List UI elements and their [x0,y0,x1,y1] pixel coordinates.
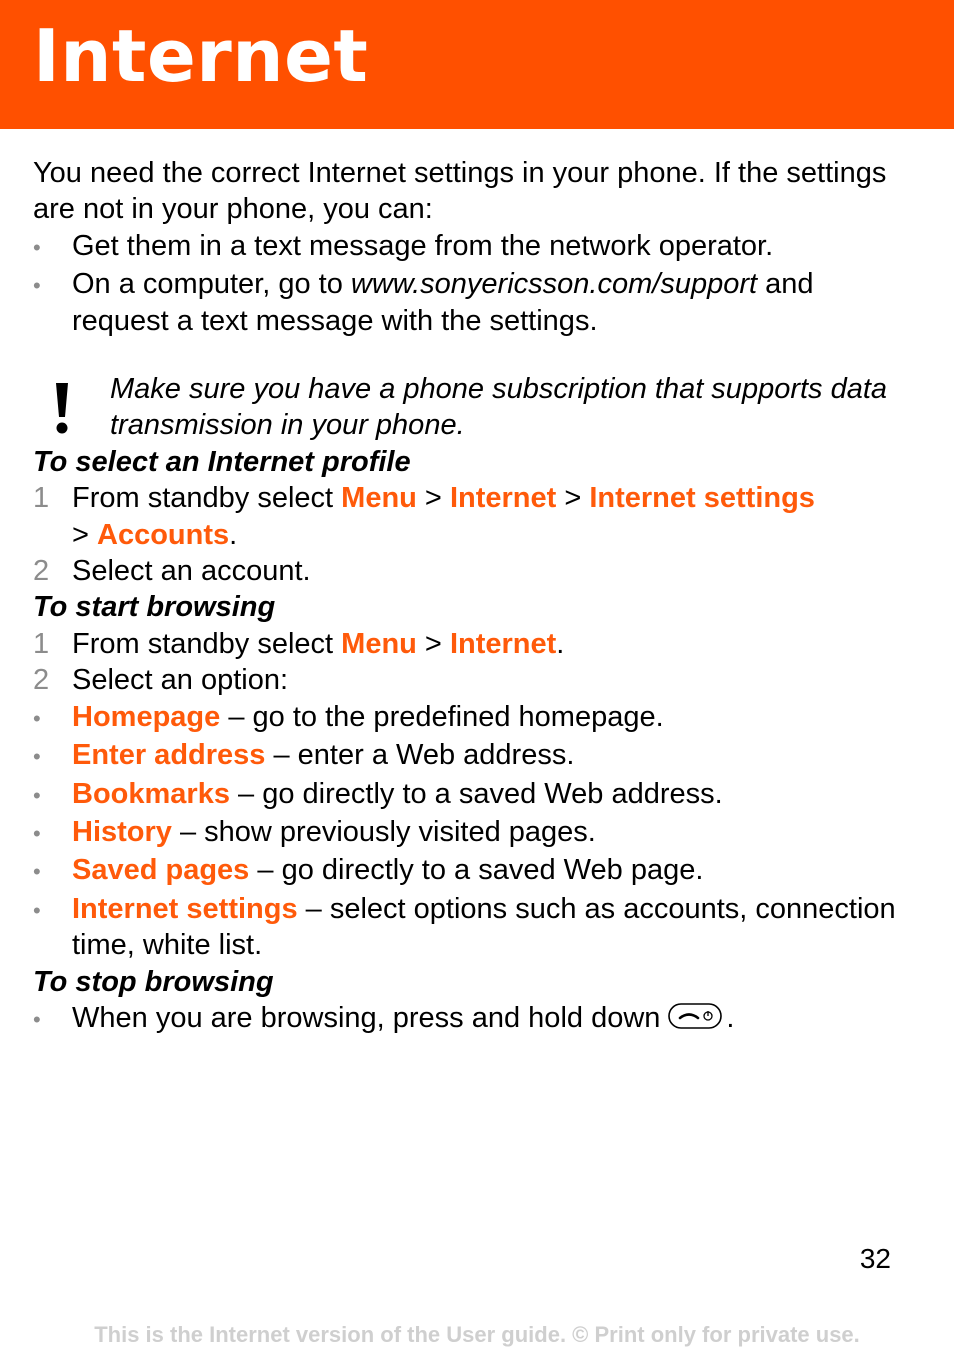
page-header [0,0,954,129]
option-label: Internet settings [72,892,298,925]
bullet-icon: • [33,859,41,885]
bullet-icon: • [33,273,41,299]
page-number: 32 [859,1243,891,1274]
option-label: History [72,815,172,848]
intro-bullet: • On a computer, go to www.sonyericsson.com/support and request a text message with the settings. [33,268,814,337]
step-item: 2 Select an option: [33,662,913,698]
intro-bullet-text: Get them in a text message from the network operator. [72,229,774,262]
bullet-icon: • [33,744,41,770]
step-item: 1 From standby select Menu > Internet. [33,626,913,662]
option-item [33,776,913,814]
bullet-icon: • [33,705,41,731]
note-box [33,371,913,444]
option-label: Homepage [72,700,221,733]
menu-path-internet-settings: Internet settings [589,482,815,515]
menu-path-menu: Menu [341,482,417,515]
step-number: 1 [33,482,50,515]
menu-path-menu: Menu [341,627,417,660]
step-number: 2 [33,555,50,588]
step-number: 1 [33,627,50,660]
option-item [33,699,913,737]
exclamation-icon [47,381,77,435]
option-desc: – go to the predefined homepage. [220,700,664,733]
note-text: Make sure you have a phone subscription that supports data transmission in your phone. [110,373,888,442]
page-title: Internet [33,14,369,98]
section-heading: To stop browsing [33,965,274,998]
step-item: 2 Select an account. [33,553,913,589]
section-heading: To start browsing [33,591,276,624]
support-url: www.sonyericsson.com/support [350,268,758,301]
intro-bullet [33,228,913,266]
option-label: Enter address [72,739,266,772]
option-item [33,737,913,775]
end-call-key-icon [668,1003,722,1029]
bullet-icon: • [33,897,41,923]
section-heading: To select an Internet profile [33,445,411,478]
option-desc: – go directly to a saved Web address. [229,777,723,810]
bullet-icon: • [33,234,41,260]
option-item [33,891,913,964]
menu-path-internet: Internet [449,482,557,515]
option-desc: – select options such as accounts, connection time, white list. [72,892,896,962]
intro-text: You need the correct Internet settings in your phone. If the settings are not in your phone, you can: [33,157,887,226]
bullet-icon: • [33,1006,41,1032]
option-label: Saved pages [72,854,250,887]
footer-notice: This is the Internet version of the User guide. © Print only for private use. [94,1322,860,1347]
menu-path-internet: Internet [449,627,557,660]
option-desc: – go directly to a saved Web page. [249,854,704,887]
step-number: 2 [33,664,50,697]
bullet-icon: • [33,820,41,846]
step-item: 1 From standby select Menu > Internet > Internet settings > Accounts. [33,480,913,553]
bullet-icon: • [33,782,41,808]
option-desc: – show previously visited pages. [171,815,596,848]
menu-path-accounts: Accounts [97,518,230,551]
option-label: Bookmarks [72,777,230,810]
option-item [33,814,913,852]
option-item [33,852,913,890]
stop-item: • When you are browsing, press and hold down . [33,1001,735,1034]
option-desc: – enter a Web address. [265,739,575,772]
page-content [33,155,913,1038]
